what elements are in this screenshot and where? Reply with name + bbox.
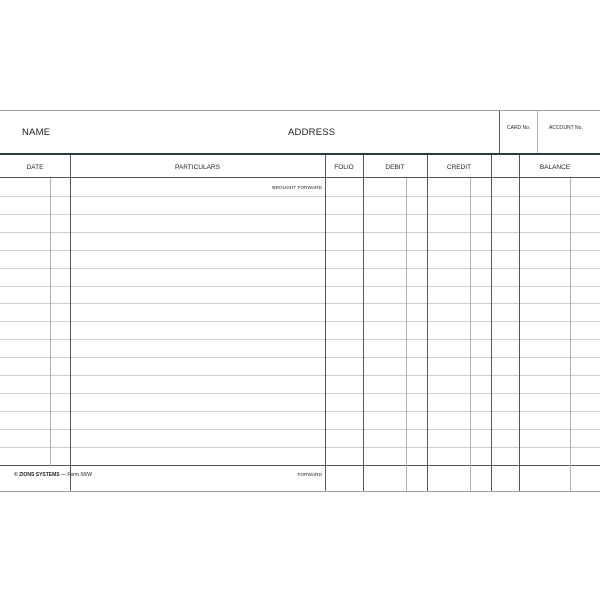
footer-form: — Form 58/W <box>61 472 93 478</box>
forward-label: FORWARD <box>297 473 322 478</box>
ruled-line <box>0 465 600 466</box>
ruled-line <box>0 250 600 251</box>
divider-particulars <box>325 155 326 491</box>
col-debit: DEBIT <box>385 164 405 171</box>
divider-credit <box>491 155 492 491</box>
ruled-line <box>0 214 600 215</box>
col-date: DATE <box>26 164 44 171</box>
ruled-line <box>0 232 600 233</box>
ruled-line <box>0 429 600 430</box>
subdivider-balance <box>570 178 571 491</box>
footer-brand: © ZIONS SYSTEMS <box>14 472 60 478</box>
ruled-line <box>0 321 600 322</box>
ruled-line <box>0 393 600 394</box>
ruled-line <box>0 196 600 197</box>
divider-debit <box>427 155 428 491</box>
column-header-rule <box>0 177 600 178</box>
col-particulars: PARTICULARS <box>175 164 220 171</box>
name-label: NAME <box>22 127 51 138</box>
subdivider-debit <box>406 178 407 491</box>
ruled-line <box>0 286 600 287</box>
divider-gap <box>519 155 520 491</box>
subdivider-date <box>50 178 51 466</box>
header-divider-account <box>537 111 538 154</box>
col-folio: FOLIO <box>334 164 354 171</box>
header-rule <box>0 153 600 155</box>
col-credit: CREDIT <box>446 164 472 171</box>
divider-folio <box>363 155 364 491</box>
account-no-label: ACCOUNT No. <box>549 125 583 131</box>
footer-imprint <box>14 472 92 478</box>
subdivider-credit <box>470 178 471 491</box>
header-divider-card <box>499 111 500 154</box>
ruled-line <box>0 339 600 340</box>
ruled-line <box>0 411 600 412</box>
divider-date <box>70 155 71 491</box>
ledger-card <box>0 110 600 492</box>
ruled-line <box>0 268 600 269</box>
ruled-line <box>0 375 600 376</box>
card-no-label: CARD No. <box>507 125 531 131</box>
col-balance: BALANCE <box>539 164 571 171</box>
ruled-line <box>0 357 600 358</box>
ruled-line <box>0 303 600 304</box>
address-label: ADDRESS <box>288 127 336 138</box>
brought-forward-label: BROUGHT FORWARD <box>272 186 322 191</box>
ruled-line <box>0 447 600 448</box>
